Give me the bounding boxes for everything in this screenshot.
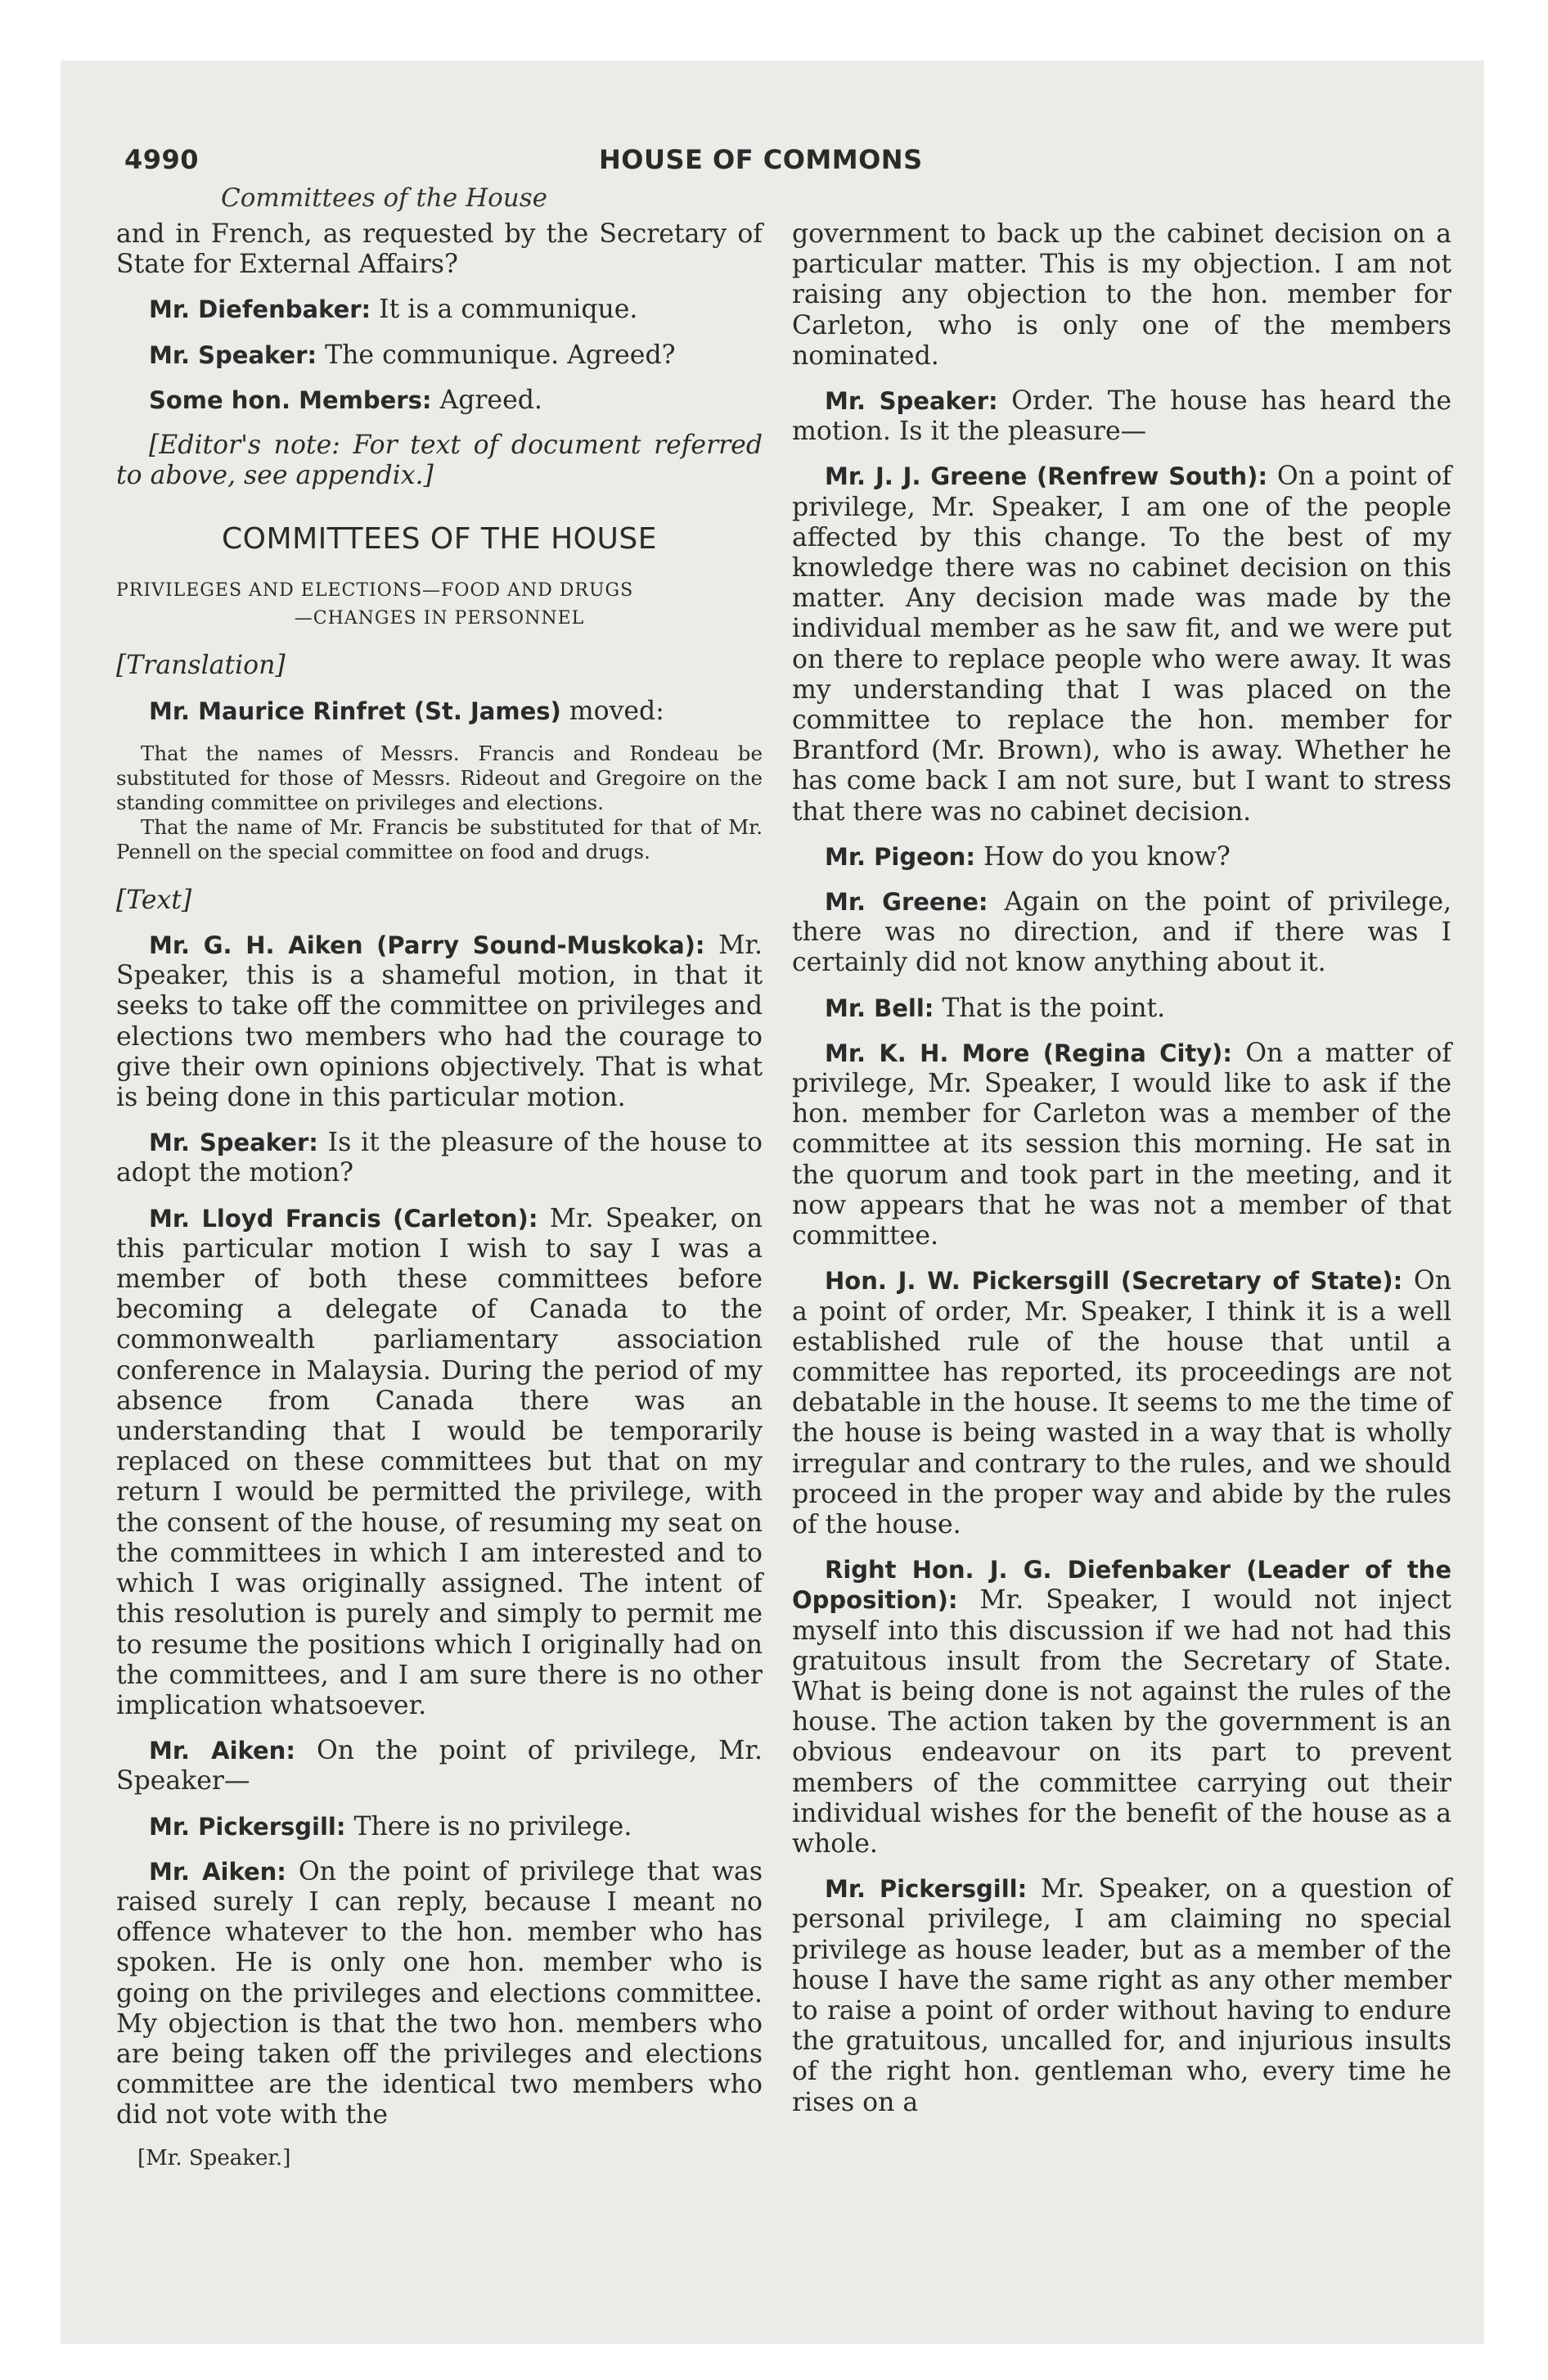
section-subheading: PRIVILEGES AND ELECTIONS—FOOD AND DRUGS bbox=[116, 580, 634, 602]
speaker-name: Mr. J. J. Greene (Renfrew South): bbox=[825, 462, 1268, 491]
speech-text: Agreed. bbox=[431, 385, 542, 415]
speaker-name: Mr. Pigeon: bbox=[825, 842, 975, 871]
paragraph bbox=[116, 931, 763, 1113]
paragraph bbox=[116, 295, 763, 325]
editor-note: [Editor's note: For text of document referred to above, see appendix.] bbox=[116, 430, 763, 491]
speech-text: Again on the point of privilege, there was no direction, and if there was I certainly did not know anything about it. bbox=[792, 887, 1451, 978]
speaker-name: Mr. Pickersgill: bbox=[825, 1875, 1028, 1904]
speaker-name: Mr. Speaker: bbox=[825, 387, 998, 416]
speaker-name: Mr. Aiken: bbox=[149, 1737, 295, 1765]
paragraph bbox=[792, 1555, 1451, 1859]
speech-text: Mr. Speaker, on this particular motion I wish to say I was a member of both these committees before becoming a delegate of Canada to the commonwealth parliamentary association conference in Malaysia. During the period of my absence from Canada there was an understanding that I would be temporarily replaced on these committees but that on my return I would be permitted the privilege, with the consent of the house, of resuming my seat on the committees in which I am interested and to which I was originally assigned. The intent of this resolution is purely and simply to permit me to resume the positions which I originally had on the committees, and I am sure there is no other implication whatsoever. bbox=[116, 1203, 763, 1720]
left-column bbox=[116, 219, 763, 2170]
paragraph bbox=[792, 887, 1451, 979]
speaker-name: Mr. Speaker: bbox=[149, 1129, 318, 1157]
speech-text: Mr. Speaker, I would not inject myself into this discussion if we had not had this gratuitous insult from the Secretary of State. What is being done is not against the rules of the house. The action taken by the government is an obvious endeavour on its part to prevent members of the committee carrying out their individual wishes for the benefit of the house as a whole. bbox=[792, 1585, 1451, 1859]
motion-text: That the name of Mr. Francis be substituted for that of Mr. Pennell on the special committee on food and drugs. bbox=[116, 814, 763, 863]
speech-text: There is no privilege. bbox=[345, 1811, 632, 1841]
speaker-name: Mr. K. H. More (Regina City): bbox=[825, 1039, 1233, 1067]
paragraph: government to back up the cabinet decision on a particular matter. This is my objection. I am not raising any objection to the hon. member for Carleton, who is only one of the members nominated. bbox=[792, 219, 1451, 371]
speaker-name: Right Hon. J. G. Diefenbaker (Leader of the Opposition): bbox=[792, 1556, 1451, 1615]
speaker-name: Mr. Diefenbaker: bbox=[149, 295, 371, 324]
paragraph: and in French, as requested by the Secretary of State for External Affairs? bbox=[116, 219, 763, 280]
paragraph bbox=[792, 1874, 1451, 2118]
speaker-name: Mr. Speaker: bbox=[149, 340, 317, 369]
speech-text: moved: bbox=[560, 696, 664, 726]
translation-label: [Translation] bbox=[116, 651, 286, 681]
speech-text: Mr. Speaker, this is a shameful motion, in that it seeks to take off the committee on privileges and elections two members who had the courage to give their own opinions objectively. That is what is being done in this particular motion. bbox=[116, 931, 763, 1113]
speaker-name: Some hon. Members: bbox=[149, 385, 432, 414]
speech-text: On a point of order, Mr. Speaker, I think it is a well established rule of the house that until a committee has reported, its proceedings are not debatable in the house. It seems to me the time of the house is being wasted in a way that is wholly irregular and contrary to the rules, and we should proceed in the proper way and abide by the rules of the house. bbox=[792, 1266, 1452, 1539]
paragraph bbox=[116, 1128, 763, 1188]
page-number: 4990 bbox=[124, 144, 200, 175]
section-heading: COMMITTEES OF THE HOUSE bbox=[222, 522, 657, 557]
paragraph bbox=[792, 462, 1451, 827]
speaker-name: Hon. J. W. Pickersgill (Secretary of State): bbox=[825, 1267, 1403, 1296]
paragraph bbox=[116, 1736, 763, 1796]
speech-text: On the point of privilege that was raised surely I can reply, because I meant no offence whatever to the hon. member who has spoken. He is only one hon. member who is going on the privileges and elections committee. My objection is that the two hon. members who are being taken off the privileges and elections committee are the identical two members who did not vote with the bbox=[116, 1856, 763, 2130]
speech-text: That is the point. bbox=[934, 993, 1166, 1023]
paragraph bbox=[116, 1812, 763, 1842]
text-label: [Text] bbox=[116, 885, 192, 915]
motion-text: That the names of Messrs. Francis and Rondeau be substituted for those of Messrs. Rideout and Gregoire on the standing committee on privileges and elections. bbox=[116, 741, 763, 814]
paragraph bbox=[792, 1039, 1451, 1251]
speaker-name: Mr. G. H. Aiken (Parry Sound-Muskoka): bbox=[149, 931, 705, 960]
paragraph bbox=[792, 1266, 1451, 1540]
speaker-name: Mr. Lloyd Francis (Carleton): bbox=[149, 1204, 538, 1233]
speaker-name: Mr. Bell: bbox=[825, 994, 934, 1022]
footnote: [Mr. Speaker.] bbox=[137, 2145, 291, 2170]
speech-text: On a matter of privilege, Mr. Speaker, I would like to ask if the hon. member for Carleton was a member of the committee at its session this morning. He sat in the quorum and took part in the meeting, and it now appears that he was not a member of that committee. bbox=[792, 1038, 1452, 1251]
speaker-name: Mr. Greene: bbox=[825, 888, 988, 917]
speech-text: The communique. Agreed? bbox=[317, 340, 676, 370]
speech-text: Mr. Speaker, on a question of personal privilege, I am claiming no special privilege as house leader, but as a member of the house I have the same right as any other member to raise a point of order without having to endure the gratuitous, uncalled for, and injurious insults of the right hon. gentleman who, every time he rises on a bbox=[792, 1874, 1451, 2117]
speech-text: How do you know? bbox=[974, 841, 1231, 872]
speech-text: On the point of privilege, Mr. Speaker— bbox=[116, 1736, 763, 1796]
paragraph bbox=[116, 1204, 763, 1721]
speaker-name: Mr. Maurice Rinfret (St. James) bbox=[149, 696, 561, 725]
paragraph bbox=[116, 340, 763, 371]
paragraph bbox=[792, 994, 1451, 1024]
speech-text: It is a communique. bbox=[371, 295, 638, 325]
paragraph bbox=[116, 385, 763, 416]
speaker-name: Mr. Aiken: bbox=[149, 1857, 286, 1886]
speaker-name: Mr. Pickersgill: bbox=[149, 1812, 346, 1841]
page-title: HOUSE OF COMMONS bbox=[599, 144, 923, 175]
paragraph bbox=[116, 1857, 763, 2131]
speech-text: On a point of privilege, Mr. Speaker, I am one of the people affected by this change. To the best of my knowledge there was no cabinet decision on this matter. Any decision made was made by the individual member as he saw fit, and we were put on there to replace people who were away. It was my understanding that I was placed on the committee to replace the hon. member for Brantford (Mr. Brown), who is away. Whether he has come back I am not sure, but I want to stress that there was no cabinet decision. bbox=[792, 462, 1452, 827]
right-column bbox=[792, 219, 1451, 2133]
paragraph bbox=[792, 842, 1451, 872]
paragraph bbox=[116, 696, 763, 727]
speech-text: Is it the pleasure of the house to adopt the motion? bbox=[116, 1128, 763, 1188]
paragraph bbox=[792, 386, 1451, 447]
section-subheading: —CHANGES IN PERSONNEL bbox=[294, 608, 585, 629]
speech-text: Order. The house has heard the motion. Is it the pleasure— bbox=[792, 386, 1451, 447]
page-subtitle: Committees of the House bbox=[221, 183, 547, 213]
page-header bbox=[124, 144, 1438, 183]
